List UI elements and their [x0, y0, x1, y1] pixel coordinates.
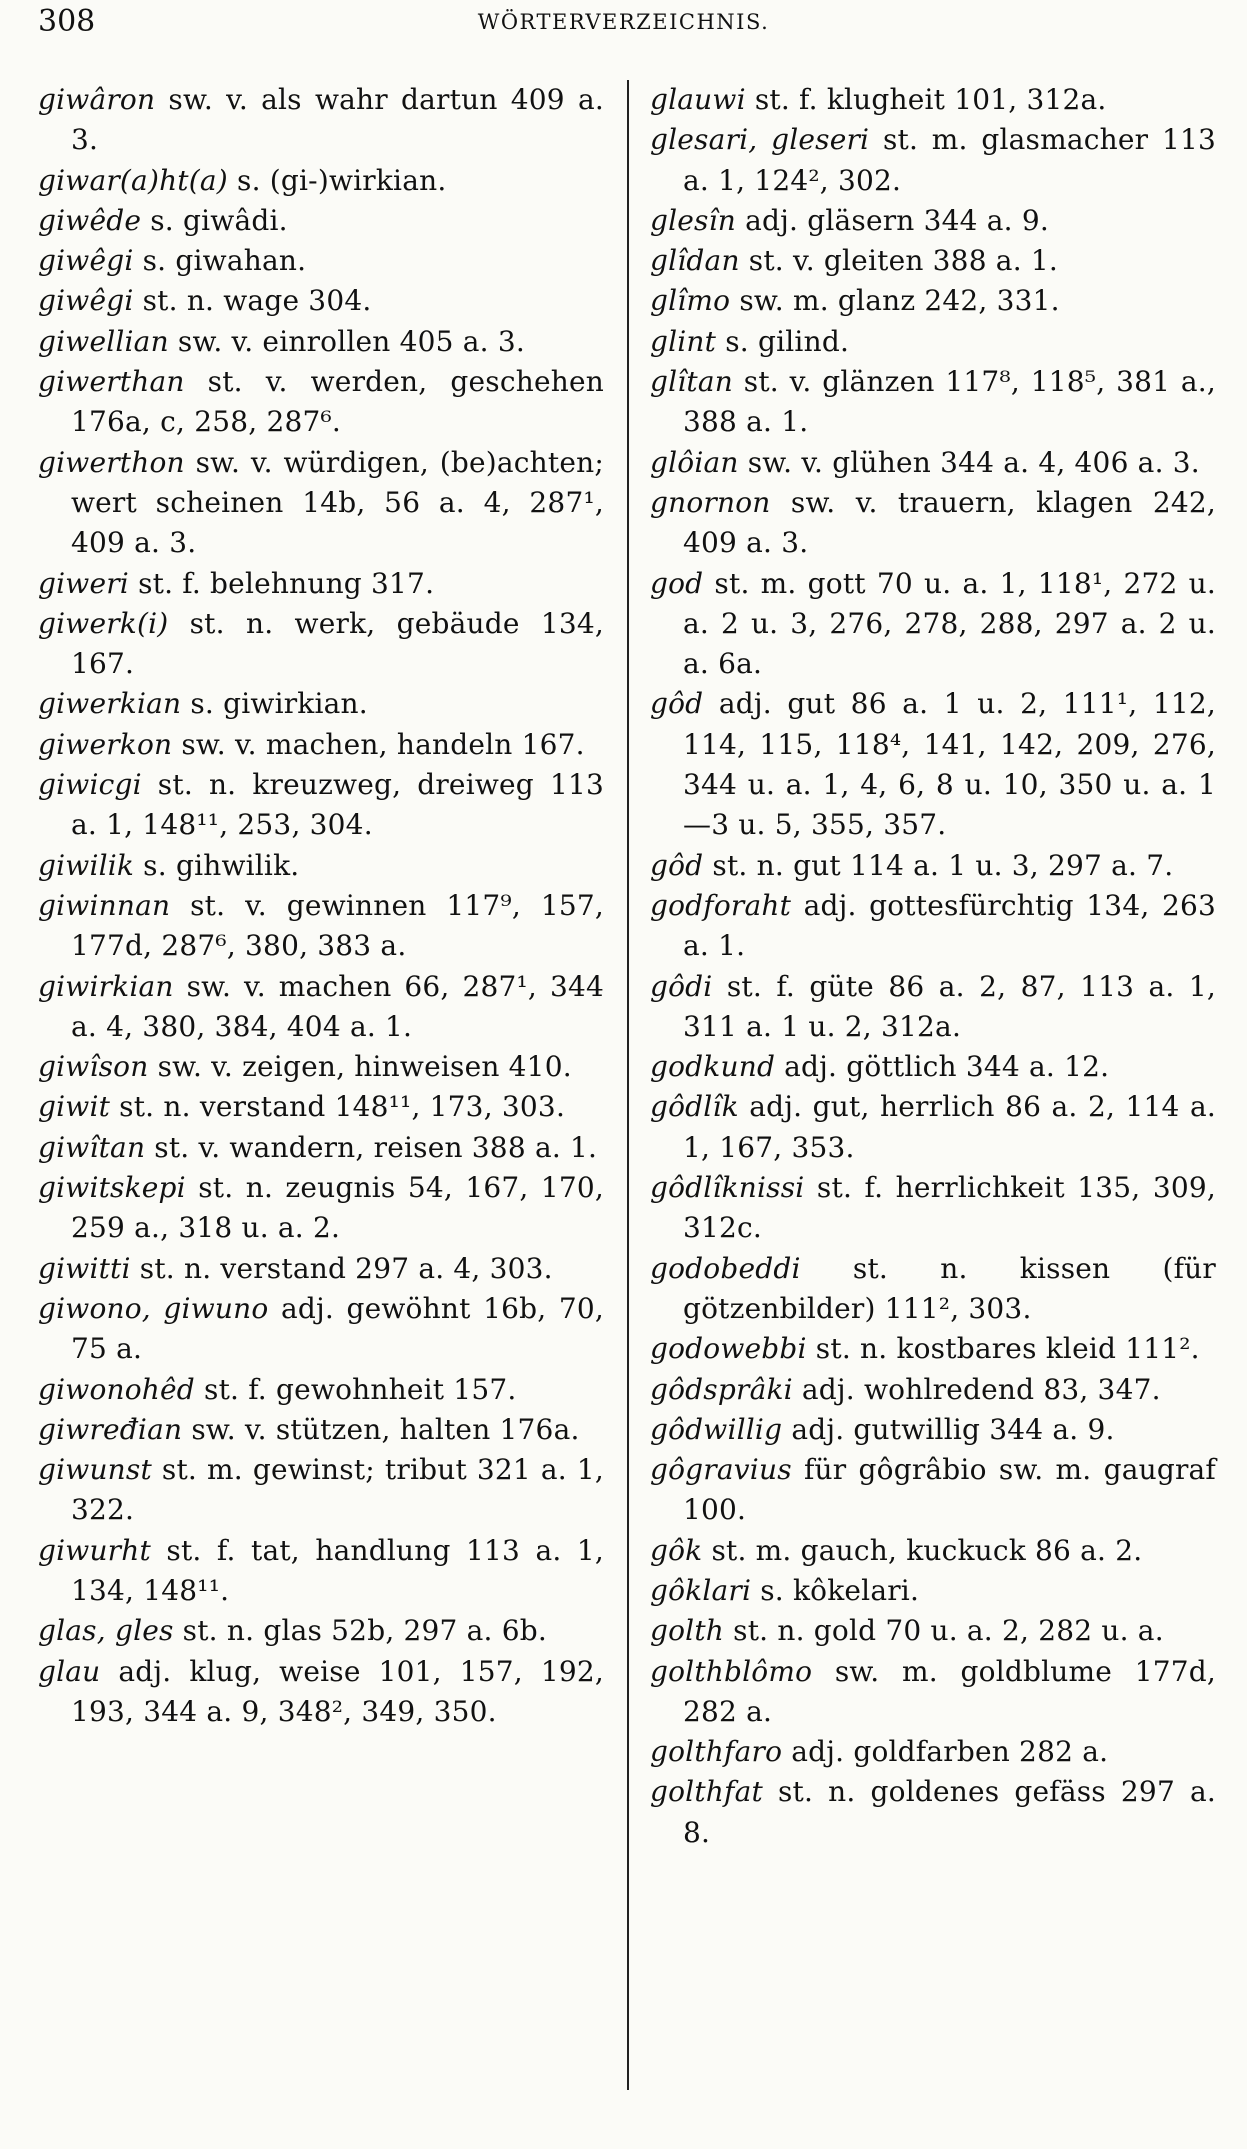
dictionary-entry	[650, 1571, 1216, 1611]
entry-body: st. m. gewinst; tribut 321 a. 1, 322.	[71, 1453, 604, 1527]
headword: godkund	[650, 1050, 776, 1084]
headword: golthfat	[650, 1775, 763, 1809]
dictionary-entry	[650, 1732, 1216, 1772]
headword: giwono, giwuno	[38, 1291, 269, 1325]
headword: gôd	[650, 848, 704, 882]
entry-body: st. v. glänzen 117⁸, 118⁵, 381 a., 388 a. 1.	[683, 365, 1216, 439]
dictionary-entry	[650, 1370, 1216, 1410]
dictionary-entry	[38, 1289, 604, 1370]
left-column	[38, 80, 604, 1732]
dictionary-entry	[650, 80, 1216, 120]
dictionary-entry	[38, 362, 604, 443]
dictionary-entry	[38, 1128, 604, 1168]
headword: giwirkian	[38, 969, 174, 1003]
dictionary-entry	[650, 1611, 1216, 1651]
dictionary-entry	[650, 886, 1216, 967]
headword: giwerthon	[38, 445, 185, 479]
entry-body: adj. gut 86 a. 1 u. 2, 111¹, 112, 114, 115, 118⁴, 141, 142, 209, 276, 344 u. a. 1, 4, 6, 8 u. 10, 350 u. a. 1—3 u. 5, 355, 357.	[683, 687, 1216, 842]
headword: godforaht	[650, 888, 792, 922]
entry-body: st. n. werk, gebäude 134, 167.	[71, 606, 604, 681]
headword: godowebbi	[650, 1332, 807, 1366]
entry-body: sw. v. machen 66, 287¹, 344 a. 4, 380, 384, 404 a. 1.	[71, 969, 604, 1043]
headword: giwerkon	[38, 727, 173, 761]
dictionary-entry	[38, 281, 604, 321]
dictionary-entry	[650, 201, 1216, 241]
dictionary-entry	[650, 1329, 1216, 1369]
dictionary-entry	[38, 1450, 604, 1531]
dictionary-entry	[650, 1450, 1216, 1531]
headword: glesîn	[650, 203, 737, 237]
headword: giwitti	[38, 1251, 131, 1285]
column-divider	[627, 80, 629, 2090]
headword: giwit	[38, 1090, 111, 1124]
entry-body: s. (gi-)wirkian.	[227, 163, 447, 197]
entry-body: adj. gutwillig 344 a. 9.	[782, 1412, 1115, 1446]
entry-body: sw. v. machen, handeln 167.	[172, 727, 585, 761]
dictionary-entry	[650, 1772, 1216, 1853]
headword: glîmo	[650, 284, 731, 318]
entry-body: s. giwâdi.	[141, 203, 288, 237]
headword: golthblômo	[650, 1654, 813, 1688]
dictionary-entry	[650, 1168, 1216, 1249]
dictionary-entry	[38, 725, 604, 765]
dictionary-entry	[38, 604, 604, 685]
entry-body: st. n. wage 304.	[133, 284, 372, 318]
entry-body: adj. gottesfürchtig 134, 263 a. 1.	[683, 888, 1216, 963]
dictionary-entry	[38, 1087, 604, 1127]
dictionary-entry	[38, 201, 604, 241]
headword: giwellian	[38, 324, 169, 358]
entry-body: s. kôkelari.	[751, 1573, 920, 1607]
entry-body: s. gihwilik.	[134, 848, 300, 882]
entry-body: st. n. gold 70 u. a. 2, 282 u. a.	[724, 1614, 1164, 1648]
entry-body: adj. goldfarben 282 a.	[782, 1735, 1109, 1769]
headword: giwâron	[38, 83, 156, 116]
headword: glîdan	[650, 244, 740, 278]
entry-body: s. giwahan.	[133, 244, 307, 278]
entry-body: st. v. gleiten 388 a. 1.	[739, 244, 1059, 278]
headword: golthfaro	[650, 1735, 783, 1769]
headword: giwêgi	[38, 284, 134, 318]
entry-body: st. n. gut 114 a. 1 u. 3, 297 a. 7.	[703, 848, 1174, 882]
headword: giwunst	[38, 1453, 152, 1487]
dictionary-entry	[38, 80, 604, 161]
dictionary-entry	[38, 161, 604, 201]
entry-body: st. n. goldenes gefäss 297 a. 8.	[683, 1775, 1216, 1849]
entry-body: sw. v. glühen 344 a. 4, 406 a. 3.	[738, 445, 1200, 479]
entry-body: sw. v. trauern, klagen 242, 409 a. 3.	[683, 485, 1216, 560]
dictionary-entry	[650, 443, 1216, 483]
headword: giwilik	[38, 848, 135, 882]
headword: god	[650, 566, 704, 600]
dictionary-entry	[38, 1047, 604, 1087]
running-title: WÖRTERVERZEICHNIS.	[477, 10, 770, 34]
entry-body: st. f. belehnung 317.	[128, 566, 435, 600]
entry-body: sw. v. einrollen 405 a. 3.	[168, 324, 525, 358]
dictionary-entry	[650, 483, 1216, 564]
entry-body: adj. klug, weise 101, 157, 192, 193, 344 a. 9, 348², 349, 350.	[71, 1654, 604, 1728]
page-header	[0, 0, 1247, 46]
entry-body: sw. v. stützen, halten 176a.	[182, 1412, 580, 1446]
entry-body: st. m. glasmacher 113 a. 1, 124², 302.	[683, 123, 1216, 197]
entry-body: adj. gut, herrlich 86 a. 2, 114 a. 1, 167, 353.	[683, 1090, 1216, 1164]
entry-body: st. n. verstand 148¹¹, 173, 303.	[110, 1090, 566, 1124]
dictionary-entry	[38, 1370, 604, 1410]
dictionary-entry	[650, 281, 1216, 321]
dictionary-entry	[38, 1531, 604, 1612]
entry-body: st. n. kreuzweg, dreiweg 113 a. 1, 148¹¹, 253, 304.	[71, 768, 604, 842]
headword: gôk	[650, 1533, 703, 1567]
dictionary-entry	[38, 564, 604, 604]
headword: glôian	[650, 445, 739, 479]
dictionary-entry	[38, 684, 604, 724]
dictionary-entry	[650, 1047, 1216, 1087]
entry-body: sw. m. goldblume 177d, 282 a.	[683, 1654, 1216, 1728]
entry-body: st. v. gewinnen 117⁹, 157, 177d, 287⁶, 380, 383 a.	[71, 888, 604, 963]
headword: golth	[650, 1614, 725, 1648]
entry-body: st. f. herrlichkeit 135, 309, 312c.	[683, 1171, 1216, 1245]
dictionary-entry	[38, 765, 604, 846]
dictionary-entry	[38, 1611, 604, 1651]
dictionary-entry	[38, 1249, 604, 1289]
headword: gôdsprâki	[650, 1372, 793, 1406]
entry-body: sw. m. glanz 242, 331.	[730, 284, 1060, 318]
headword: giwîson	[38, 1050, 149, 1084]
headword: giwerk(i)	[38, 606, 169, 640]
headword: gnornon	[650, 485, 771, 519]
dictionary-entry	[650, 1410, 1216, 1450]
entry-body: sw. v. als wahr dartun 409 a. 3.	[71, 83, 604, 157]
entry-body: st. m. gott 70 u. a. 1, 118¹, 272 u. a. 2 u. 3, 276, 278, 288, 297 a. 2 u. a. 6a.	[683, 566, 1216, 681]
headword: giwar(a)ht(a)	[38, 163, 228, 197]
entry-body: st. n. zeugnis 54, 167, 170, 259 a., 318 u. a. 2.	[71, 1171, 604, 1245]
entry-body: st. n. glas 52b, 297 a. 6b.	[173, 1614, 547, 1648]
headword: giwicgi	[38, 768, 142, 802]
dictionary-entry	[650, 120, 1216, 201]
headword: gôd	[650, 687, 704, 721]
entry-body: st. n. verstand 297 a. 4, 303.	[130, 1251, 553, 1285]
headword: gôdlîknissi	[650, 1171, 805, 1205]
entry-body: st. n. kostbares kleid 111².	[806, 1332, 1200, 1366]
dictionary-entry	[650, 1652, 1216, 1733]
dictionary-entry	[38, 886, 604, 967]
entry-body: adj. wohlredend 83, 347.	[792, 1372, 1161, 1406]
dictionary-entry	[38, 443, 604, 564]
headword: giwonohêd	[38, 1372, 195, 1406]
entry-body: st. f. tat, handlung 113 a. 1, 134, 148¹¹.	[71, 1533, 604, 1607]
headword: giwêde	[38, 203, 142, 237]
dictionary-entry	[650, 1249, 1216, 1330]
headword: glauwi	[650, 83, 746, 116]
dictionary-entry	[38, 1410, 604, 1450]
entry-body: s. gilind.	[716, 324, 850, 358]
dictionary-entry	[38, 846, 604, 886]
headword: giwêgi	[38, 244, 134, 278]
headword: glas, gles	[38, 1614, 174, 1648]
dictionary-entry	[650, 684, 1216, 845]
dictionary-entry	[650, 322, 1216, 362]
dictionary-entry	[650, 241, 1216, 281]
headword: giwerkian	[38, 687, 182, 721]
headword: gôklari	[650, 1573, 752, 1607]
headword: giwinnan	[38, 888, 171, 922]
dictionary-entry	[38, 1652, 604, 1733]
dictionary-entry	[650, 564, 1216, 685]
entry-body: sw. v. würdigen, (be)achten; wert scheinen 14b, 56 a. 4, 287¹, 409 a. 3.	[71, 445, 604, 560]
headword: giwerthan	[38, 365, 185, 399]
entry-body: st. f. gewohnheit 157.	[194, 1372, 517, 1406]
entry-body: st. f. güte 86 a. 2, 87, 113 a. 1, 311 a. 1 u. 2, 312a.	[683, 969, 1216, 1043]
headword: glesari, gleseri	[650, 123, 870, 157]
dictionary-entry	[650, 1087, 1216, 1168]
entry-body: s. giwirkian.	[181, 687, 368, 721]
page-number: 308	[38, 4, 96, 39]
headword: giwitskepi	[38, 1171, 186, 1205]
dictionary-entry	[650, 846, 1216, 886]
entry-body: st. m. gauch, kuckuck 86 a. 2.	[702, 1533, 1143, 1567]
dictionary-entry	[38, 322, 604, 362]
headword: gôgravius	[650, 1453, 792, 1487]
dictionary-entry	[38, 241, 604, 281]
entry-body: adj. gläsern 344 a. 9.	[736, 203, 1049, 237]
headword: gôdi	[650, 969, 713, 1003]
headword: giwurht	[38, 1533, 151, 1567]
dictionary-entry	[650, 967, 1216, 1048]
headword: godobeddi	[650, 1251, 801, 1285]
headword: giwređian	[38, 1412, 183, 1446]
entry-body: st. f. klugheit 101, 312a.	[745, 83, 1107, 116]
entry-body: für gôgrâbio sw. m. gaugraf 100.	[683, 1453, 1216, 1527]
headword: gôdlîk	[650, 1090, 739, 1124]
headword: giweri	[38, 566, 129, 600]
dictionary-entry	[650, 362, 1216, 443]
dictionary-entry	[38, 1168, 604, 1249]
headword: glint	[650, 324, 717, 358]
dictionary-entry	[650, 1531, 1216, 1571]
right-column	[650, 80, 1216, 1853]
entry-body: adj. gewöhnt 16b, 70, 75 a.	[71, 1291, 604, 1366]
entry-body: st. v. wandern, reisen 388 a. 1.	[145, 1130, 598, 1164]
entry-body: st. n. kissen (für götzenbilder) 111², 303.	[683, 1251, 1216, 1325]
headword: giwîtan	[38, 1130, 146, 1164]
entry-body: st. v. werden, geschehen 176a, c, 258, 287⁶.	[71, 365, 604, 439]
headword: glau	[38, 1654, 101, 1688]
dictionary-entry	[38, 967, 604, 1048]
entry-body: adj. göttlich 344 a. 12.	[775, 1050, 1110, 1084]
entry-body: sw. v. zeigen, hinweisen 410.	[148, 1050, 572, 1084]
headword: gôdwillig	[650, 1412, 783, 1446]
headword: glîtan	[650, 365, 734, 399]
